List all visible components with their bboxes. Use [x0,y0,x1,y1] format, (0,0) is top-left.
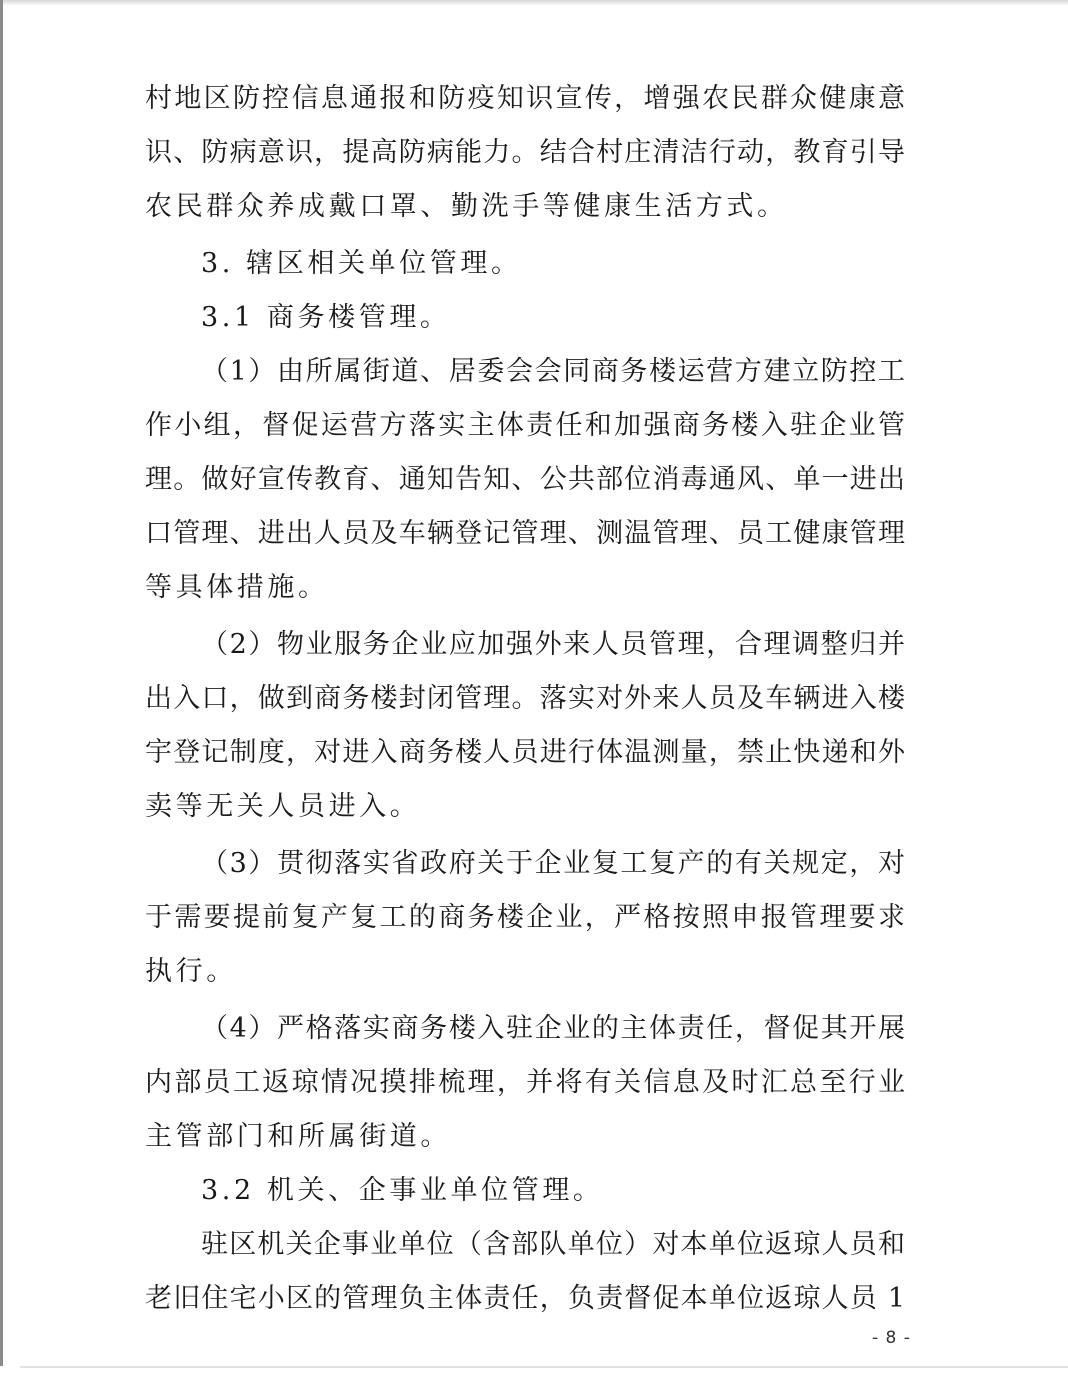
paragraph-item-4-line: 主管部门和所属街道。 [145,1121,451,1152]
page-number: - 8 - [872,1328,911,1348]
paragraph-item-1-line: 理。做好宣传教育、通知告知、公共部位消毒通风、单一进出 [145,464,905,495]
text-line: 农民群众养成戴口罩、勤洗手等健康生活方式。 [145,191,788,222]
paragraph-item-4-line: （4）严格落实商务楼入驻企业的主体责任，督促其开展 [201,1013,905,1044]
section-heading-3-2: 3.2 机关、企事业单位管理。 [201,1175,604,1206]
page-bottom-edge [0,1366,1068,1386]
paragraph-item-2-line: 宇登记制度，对进入商务楼人员进行体温测量，禁止快递和外 [145,737,905,768]
paragraph-item-2-line: （2）物业服务企业应加强外来人员管理，合理调整归并 [201,629,905,660]
document-body [145,72,905,1326]
paragraph-item-1-line: 等具体措施。 [145,572,329,603]
text-line: 村地区防控信息通报和防疫知识宣传，增强农民群众健康意 [145,83,905,114]
paragraph-item-2-line: 出入口，做到商务楼封闭管理。落实对外来人员及车辆进入楼 [145,683,905,714]
page-left-edge [0,0,3,1386]
text-line: 识、防病意识，提高防病能力。结合村庄清洁行动，教育引导 [145,137,905,168]
page-top-edge [0,0,1068,6]
paragraph-item-1-line: 口管理、进出人员及车辆登记管理、测温管理、员工健康管理 [145,518,905,549]
paragraph-item-1-line: 作小组，督促运营方落实主体责任和加强商务楼入驻企业管 [145,410,905,441]
section-heading-3-1: 3.1 商务楼管理。 [201,302,451,333]
paragraph-line: 驻区机关企事业单位（含部队单位）对本单位返琼人员和 [201,1229,905,1260]
paragraph-item-1-line: （1）由所属街道、居委会会同商务楼运营方建立防控工 [201,356,905,387]
paragraph-item-2-line: 卖等无关人员进入。 [145,791,421,822]
paragraph-item-4-line: 内部员工返琼情况摸排梳理，并将有关信息及时汇总至行业 [145,1067,905,1098]
paragraph-item-3-line: 于需要提前复产复工的商务楼企业，严格按照申报管理要求 [145,902,905,933]
paragraph-line: 老旧住宅小区的管理负主体责任，负责督促本单位返琼人员 1 [145,1283,905,1314]
paragraph-item-3-line: 执行。 [145,956,237,987]
section-heading-3: 3. 辖区相关单位管理。 [201,248,522,279]
paragraph-item-3-line: （3）贯彻落实省政府关于企业复工复产的有关规定，对 [201,848,905,879]
